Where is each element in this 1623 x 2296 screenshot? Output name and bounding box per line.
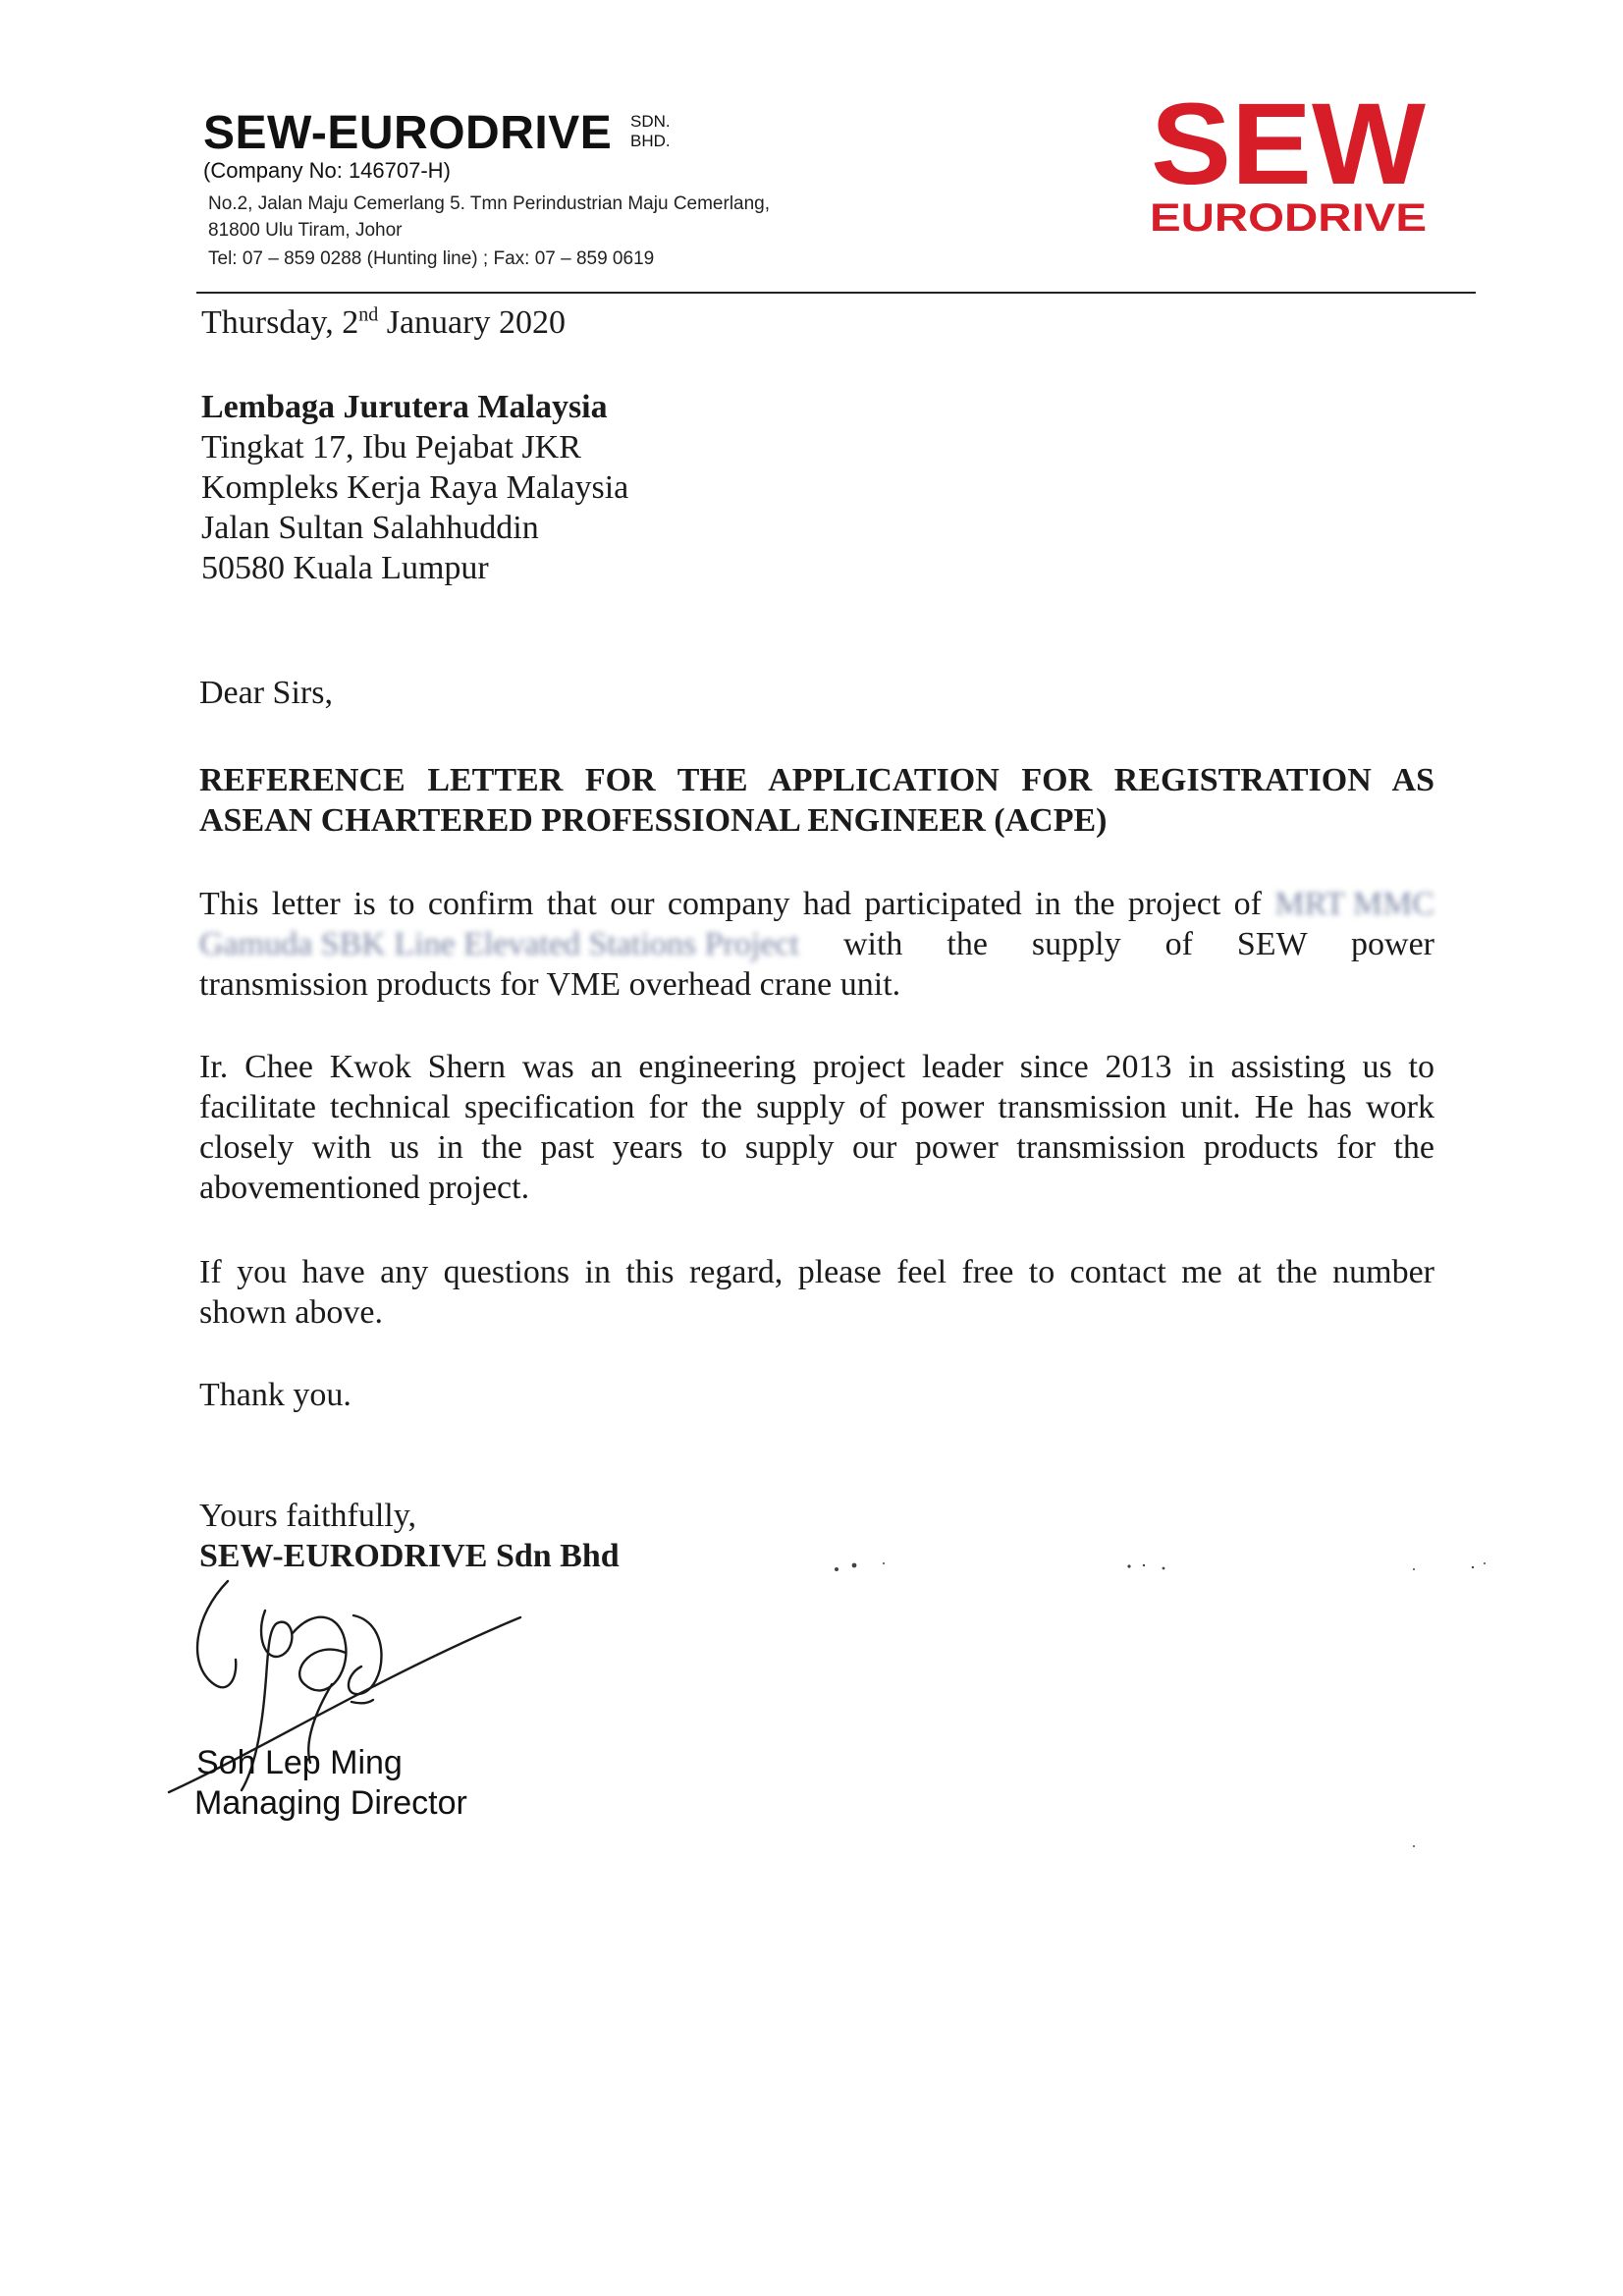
company-name: SEW-EURODRIVE bbox=[203, 107, 613, 159]
logo-eurodrive-text: EURODRIVE bbox=[1150, 196, 1427, 238]
speck bbox=[835, 1567, 839, 1571]
paragraph-1-line-2 bbox=[199, 926, 1434, 963]
paragraph-1-line-3: transmission products for VME overhead crane unit. bbox=[199, 966, 901, 1003]
subject-line-2: ASEAN CHARTERED PROFESSIONAL ENGINEER (ACPE) bbox=[199, 802, 1108, 839]
contact-line: Tel: 07 – 859 0288 (Hunting line) ; Fax: 07 – 859 0619 bbox=[208, 248, 655, 269]
speck bbox=[1472, 1566, 1474, 1568]
header-divider bbox=[196, 292, 1476, 294]
date-suffix: January 2020 bbox=[378, 304, 566, 341]
speck bbox=[1413, 1845, 1415, 1847]
signatory-name: Soh Lep Ming bbox=[196, 1744, 403, 1781]
recipient-name: Lembaga Jurutera Malaysia bbox=[201, 389, 608, 425]
speck bbox=[1163, 1567, 1165, 1570]
recipient-address-line: Kompleks Kerja Raya Malaysia bbox=[201, 469, 629, 506]
speck bbox=[852, 1563, 857, 1568]
paragraph-2-line: abovementioned project. bbox=[199, 1170, 530, 1206]
paragraph-2-line: Ir. Chee Kwok Shern was an engineering project leader since 2013 in assisting us to bbox=[199, 1049, 1434, 1085]
valediction: Yours faithfully, bbox=[199, 1498, 417, 1534]
address-line-2: 81800 Ulu Tiram, Johor bbox=[208, 220, 403, 241]
speck bbox=[1143, 1564, 1145, 1566]
paragraph-1-text: This letter is to confirm that our company had participated in the project of bbox=[199, 886, 1262, 922]
company-suffix bbox=[630, 112, 671, 151]
paragraph-2-line: closely with us in the past years to supply our power transmission products for the bbox=[199, 1129, 1434, 1166]
closing-company: SEW-EURODRIVE Sdn Bhd bbox=[199, 1538, 620, 1574]
sew-eurodrive-logo bbox=[1141, 90, 1435, 238]
address-line-1: No.2, Jalan Maju Cemerlang 5. Tmn Perindustrian Maju Cemerlang, bbox=[208, 193, 771, 214]
date-superscript: nd bbox=[358, 303, 379, 326]
redacted-project-name: MRT MMC bbox=[1274, 886, 1435, 922]
signature-stroke bbox=[349, 1615, 382, 1694]
signature-stroke bbox=[352, 1700, 373, 1703]
company-suffix-top: SDN. bbox=[630, 112, 671, 131]
recipient-address-line: Jalan Sultan Salahhuddin bbox=[201, 510, 539, 546]
speck bbox=[1127, 1564, 1130, 1567]
paragraph-1-line-1 bbox=[199, 886, 1434, 923]
paragraph-3-line: If you have any questions in this regard, please feel free to contact me at the number bbox=[199, 1254, 1434, 1290]
signature-stroke bbox=[293, 1617, 346, 1691]
salutation: Dear Sirs, bbox=[199, 675, 333, 711]
thank-you: Thank you. bbox=[199, 1377, 352, 1413]
paragraph-1-text: with the supply of SEW power bbox=[842, 926, 1435, 962]
redacted-project-detail: Gamuda SBK Line Elevated Stations Project bbox=[199, 926, 799, 962]
paragraph-3-line: shown above. bbox=[199, 1294, 383, 1331]
company-suffix-bottom: BHD. bbox=[630, 132, 671, 150]
signature-stroke bbox=[197, 1581, 236, 1687]
signatory-title: Managing Director bbox=[194, 1784, 467, 1822]
date-prefix: Thursday, 2 bbox=[201, 304, 359, 341]
paragraph-2-line: facilitate technical specification for the supply of power transmission unit. He has work bbox=[199, 1089, 1434, 1125]
speck bbox=[1413, 1568, 1415, 1570]
speck bbox=[883, 1562, 885, 1564]
subject-line-1: REFERENCE LETTER FOR THE APPLICATION FOR REGISTRATION AS bbox=[199, 762, 1434, 798]
recipient-address-line: Tingkat 17, Ibu Pejabat JKR bbox=[201, 429, 581, 465]
scan-specks bbox=[805, 1552, 1512, 1886]
company-number: (Company No: 146707-H) bbox=[203, 158, 451, 183]
speck bbox=[1484, 1562, 1486, 1564]
letter-date bbox=[201, 304, 566, 342]
logo-sew-text: SEW bbox=[1151, 90, 1427, 209]
recipient-address-line: 50580 Kuala Lumpur bbox=[201, 550, 489, 586]
